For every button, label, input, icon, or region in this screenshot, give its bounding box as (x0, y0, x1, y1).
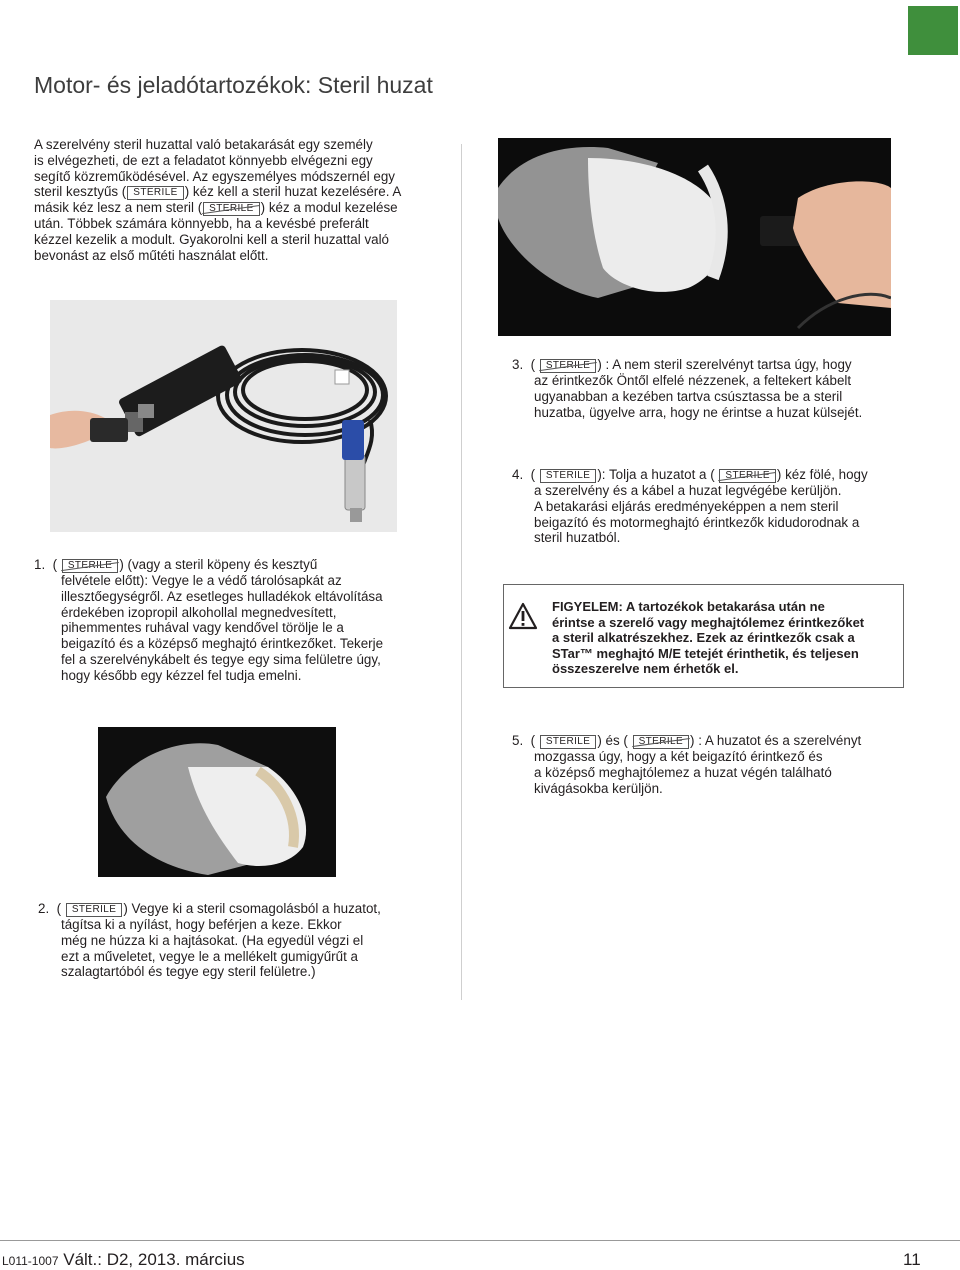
footer-revision (2, 1250, 245, 1270)
intro-paragraph (34, 137, 401, 264)
step-2-line: ezt a műveletet, vegye le a mellékelt gumigyűrűt a (61, 948, 358, 964)
footer-rule (0, 1240, 960, 1241)
intro-line: kézzel kezelik a modult. Gyakorolni kell a steril huzattal való (34, 232, 390, 248)
intro-line: steril kesztyűs ( (34, 184, 127, 200)
step-5-paren: ( (530, 733, 536, 748)
photo-module-cable (50, 300, 397, 532)
step-1-line: hogy később egy kézzel fel tudja emelni. (61, 667, 302, 683)
step-5-line: mozgassa úgy, hogy a két beigazító érintkező és (534, 749, 823, 764)
photo-module-into-drape (498, 138, 891, 336)
sterile-badge: STERILE (127, 186, 183, 200)
intro-line: segítő közreműködésével. Az egyszemélyes módszernél egy (34, 168, 395, 184)
non-sterile-badge: STERILE (540, 359, 596, 373)
warning-text (552, 599, 864, 677)
step-2 (38, 901, 381, 980)
step-5-line: ) : A huzatot és a szerelvényt (690, 733, 862, 748)
photo-module-into-drape-graphic (498, 138, 891, 336)
step-4-mid: ): Tolja a huzatot a ( (597, 467, 715, 482)
step-5-mid: ) és ( (597, 733, 628, 748)
warning-triangle-icon (508, 602, 538, 630)
step-1-line: illesztőegységről. Az esetleges hulladékok eltávolítása (61, 588, 383, 604)
intro-line: A szerelvény steril huzattal való betakarását egy személy (34, 137, 373, 152)
warning-line: STar™ meghajtó M/E tetejét érinthetik, és teljesen (552, 645, 859, 661)
step-3-line: ) : A nem steril szerelvényt tartsa úgy, hogy (597, 357, 852, 372)
photo-module-cable-graphic (50, 300, 397, 532)
sterile-badge: STERILE (540, 735, 596, 749)
non-sterile-badge: STERILE (203, 202, 259, 216)
step-4-paren: ( (530, 467, 536, 482)
column-divider (461, 144, 462, 1000)
step-2-line: tágítsa ki a nyílást, hogy beférjen a keze. Ekkor (61, 917, 342, 932)
step-5 (512, 733, 861, 796)
warning-line: FIGYELEM: A tartozékok betakarása után ne (552, 599, 825, 614)
footer-revision-text: Vált.: D2, 2013. március (63, 1250, 245, 1269)
intro-line: is elvégezheti, de ezt a feladatot könnyebb elvégezni egy (34, 152, 373, 168)
step-3 (512, 357, 862, 420)
step-2-number: 2. (38, 901, 50, 916)
warning-line: összeszerelve nem érhetők el. (552, 661, 739, 677)
non-sterile-badge: STERILE (719, 469, 775, 483)
step-1-line: beigazító és a középső meghajtó érintkezőket. Tekerje (61, 636, 384, 652)
photo-sterile-drape-graphic (98, 727, 336, 877)
warning-line: a steril alkatrészekhez. Ezek az érintkezők csak a (552, 630, 855, 646)
step-5-number: 5. (512, 733, 524, 748)
sterile-badge: STERILE (66, 903, 122, 917)
step-1-line: ) (vagy a steril köpeny és kesztyű (119, 557, 318, 572)
intro-line: után. Többek számára könnyebb, ha a kevésbé preferált (34, 216, 369, 232)
footer-doc-code: L011-1007 (2, 1254, 59, 1268)
step-4-line: A betakarási eljárás eredményeképpen a nem steril (534, 498, 839, 514)
step-5-line: a középső meghajtólemez a huzat végén található (534, 764, 832, 780)
step-1-line: fel a szerelvénykábelt és tegye egy sima felületre úgy, (61, 651, 381, 667)
step-4-line: steril huzatból. (534, 530, 621, 546)
step-1-line: érdekében izopropil alkohollal megnedvesített, (61, 604, 337, 620)
step-4 (512, 467, 868, 546)
sterile-badge: STERILE (540, 469, 596, 483)
section-tab-marker (908, 6, 958, 55)
step-1 (34, 557, 383, 684)
intro-line: ) kéz kell a steril huzat kezelésére. A (184, 184, 402, 200)
step-1-number: 1. (34, 557, 46, 572)
step-4-line: beigazító és motormeghajtó érintkezők kidudorodnak a (534, 514, 860, 530)
step-3-line: huzatba, ügyelve arra, hogy ne érintse a huzat külsejét. (534, 404, 863, 420)
step-3-line: az érintkezők Öntől elfelé nézzenek, a feltekert kábelt (534, 373, 852, 388)
step-3-number: 3. (512, 357, 524, 372)
step-1-paren: ( (52, 557, 58, 572)
step-2-paren: ( (56, 901, 62, 916)
step-2-line: szalagtartóból és tegye egy steril felületre.) (61, 964, 316, 980)
warning-line: érintse a szerelő vagy meghajtólemez érintkezőket (552, 614, 865, 630)
non-sterile-badge: STERILE (62, 559, 118, 573)
step-4-number: 4. (512, 467, 524, 482)
intro-line: másik kéz lesz a nem steril ( (34, 200, 203, 216)
step-2-line: még ne húzza ki a hajtásokat. (Ha egyedül végzi el (61, 932, 364, 948)
intro-line: bevonást az első műtéti használat előtt. (34, 247, 269, 263)
intro-line: ) kéz a modul kezelése (260, 200, 398, 216)
non-sterile-badge: STERILE (633, 735, 689, 749)
step-1-line: felvétele előtt): Vegye le a védő tárolósapkát az (61, 573, 342, 588)
step-4-line: ) kéz fölé, hogy (776, 467, 868, 482)
step-3-line: ugyanabban a kezében tartva csúsztassa be a steril (534, 388, 843, 404)
page-title: Motor- és jeladótartozékok: Steril huzat (34, 72, 433, 98)
photo-sterile-drape (98, 727, 336, 877)
step-1-line: pihemmentes ruhával vagy kendővel törölje le a (61, 620, 344, 636)
step-5-line: kivágásokba kerüljön. (534, 780, 663, 796)
step-2-line: ) Vegye ki a steril csomagolásból a huzatot, (123, 901, 381, 916)
page-number: 11 (903, 1250, 921, 1269)
step-3-paren: ( (530, 357, 536, 372)
step-4-line: a szerelvény és a kábel a huzat legvégébe kerüljön. (534, 483, 842, 498)
